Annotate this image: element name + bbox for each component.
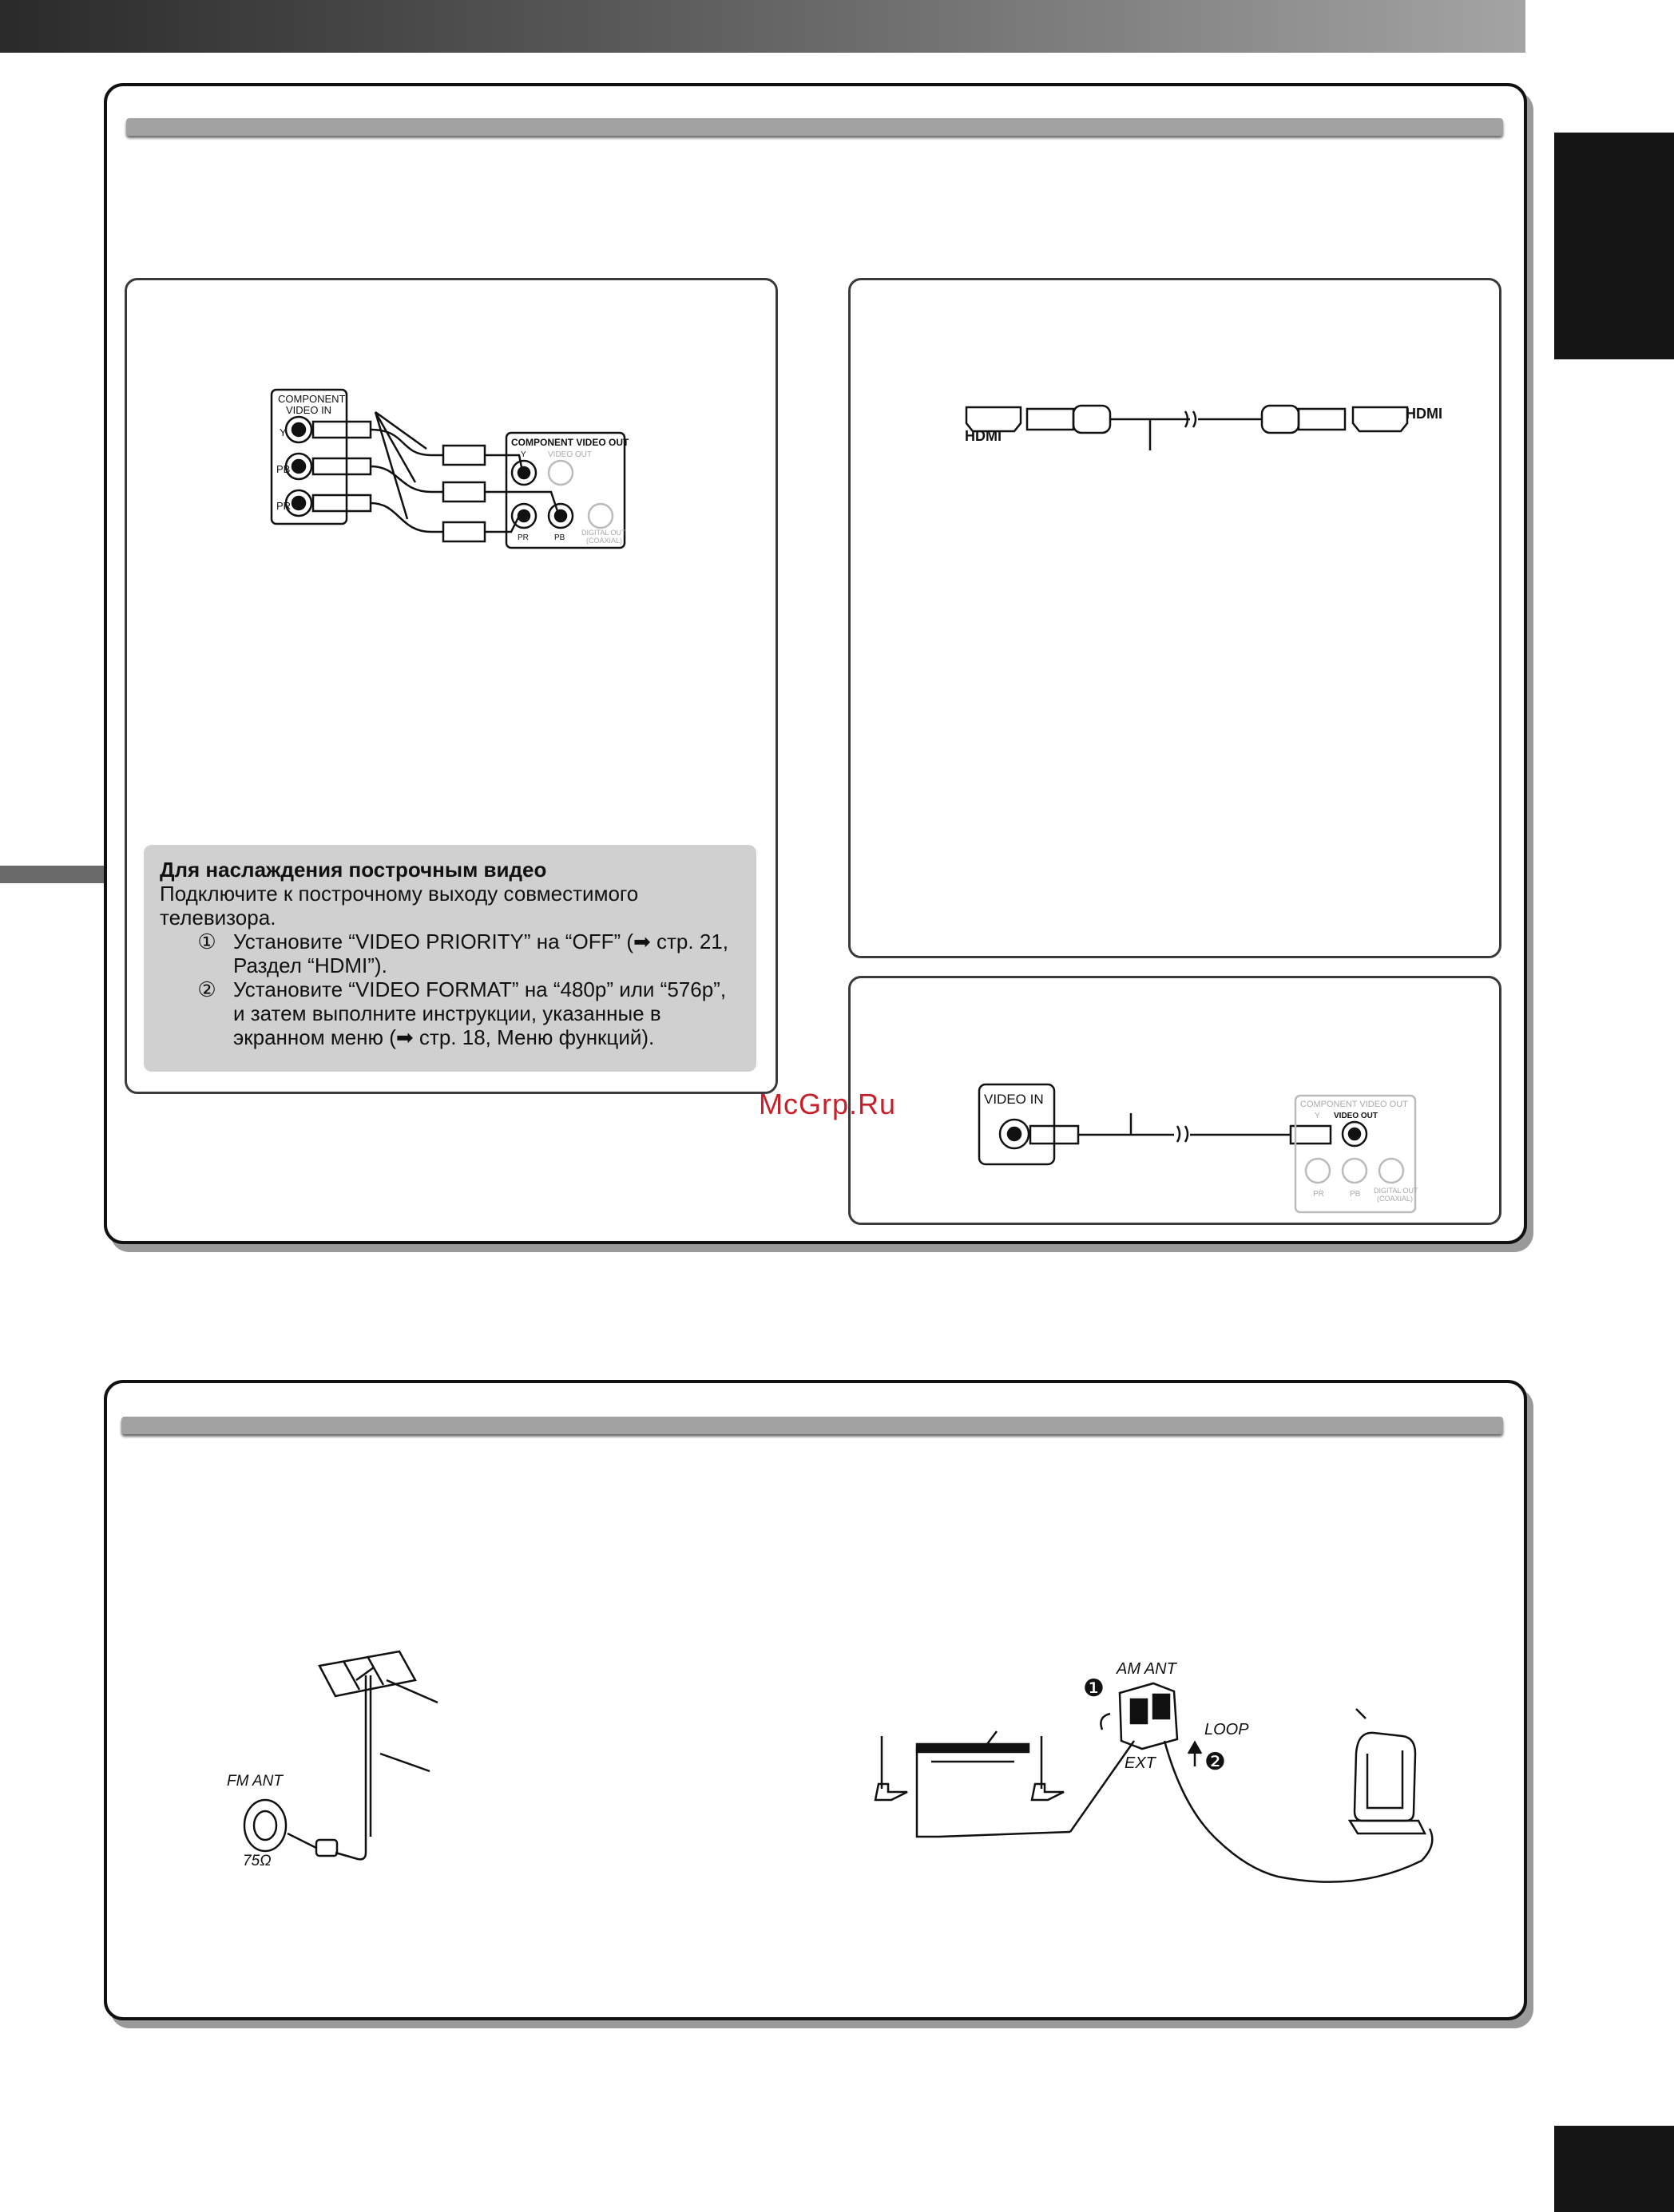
unit-video-out-jack xyxy=(549,461,573,485)
am-ext-wire xyxy=(917,1744,1029,1752)
fm-ant-terminal xyxy=(244,1800,286,1851)
video-plug-unit xyxy=(1291,1126,1331,1144)
unit-digital-label-2: (COAXIAL) xyxy=(586,537,623,545)
step-2-number: ② xyxy=(197,977,216,1001)
unit-y-label-faded: Y xyxy=(1315,1112,1320,1120)
fm-ant-label: FM ANT xyxy=(227,1773,284,1790)
am-loop-stand xyxy=(1350,1821,1425,1833)
tv-pb-label: PB xyxy=(276,463,291,475)
am-loop-callout xyxy=(1356,1709,1366,1718)
fm-impedance-label: 75Ω xyxy=(243,1853,272,1869)
plug-pb-unit xyxy=(443,482,485,501)
tv-pr-label: PR xyxy=(276,500,292,512)
step-1-text: Установите “VIDEO PRIORITY” на “OFF” (➡ стр. 21, Раздел “HDMI”). xyxy=(233,930,728,977)
hdmi-diagram xyxy=(966,406,1407,450)
unit-digital-label-1-faded: DIGITAL OUT xyxy=(1374,1187,1418,1195)
am-loop-label: LOOP xyxy=(1204,1721,1249,1738)
am-ext-label: EXT xyxy=(1125,1754,1156,1772)
hdmi-plug-body-left xyxy=(1073,406,1110,433)
fm-antenna-diagram xyxy=(244,1651,438,1859)
step-1-number: ① xyxy=(197,930,216,953)
am-antenna-diagram xyxy=(875,1683,1432,1882)
am-ant-label: AM ANT xyxy=(1117,1660,1176,1678)
plug-pb-tv xyxy=(313,458,371,474)
step-1-arrow xyxy=(1101,1714,1110,1730)
fm-cable-plug xyxy=(316,1840,337,1856)
hdmi-plug-body-right xyxy=(1262,406,1299,433)
tv-y-label: Y xyxy=(280,426,287,438)
am-ext-stand-right xyxy=(1032,1784,1064,1800)
cable-pb xyxy=(371,466,443,492)
watermark: McGrp.Ru xyxy=(759,1088,897,1120)
step-2-text: Установите “VIDEO FORMAT” на “480p” или “576p”, и затем выполните инструкции, указанные в экранном меню (➡ стр. 18, Меню функций). xyxy=(233,977,727,1049)
hdmi-plug-left xyxy=(1027,409,1073,430)
unit-pr-label: PR xyxy=(518,533,529,542)
plug-pr-unit xyxy=(443,522,485,541)
unit-pb-label-faded: PB xyxy=(1350,1190,1361,1199)
unit-digital-label-2-faded: (COAXIAL) xyxy=(1377,1195,1414,1203)
tv-component-label-2: VIDEO IN xyxy=(286,404,332,416)
am-ext-stand-left xyxy=(875,1784,907,1800)
unit-video-out-label-bold: VIDEO OUT xyxy=(1334,1112,1378,1120)
unit-digital-label-1: DIGITAL OUT xyxy=(581,529,626,537)
unit-header-label-faded: COMPONENT VIDEO OUT xyxy=(1300,1100,1408,1109)
plug-y-unit xyxy=(443,446,485,465)
hdmi-logo-right: HDMI xyxy=(1406,406,1442,422)
plug-pr-tv xyxy=(313,495,371,511)
fm-antenna-callout xyxy=(387,1680,438,1703)
unit-video-out-label: VIDEO OUT xyxy=(548,450,593,459)
note-intro: Подключите к построчному выходу совместимого телевизора. xyxy=(160,882,639,930)
note-heading: Для наслаждения построчным видео xyxy=(160,858,547,882)
am-step-2-marker: ❷ xyxy=(1204,1749,1226,1775)
hdmi-port-right xyxy=(1353,407,1407,431)
hdmi-logo-left: HDMI xyxy=(965,428,1002,444)
hdmi-plug-right xyxy=(1299,409,1345,430)
tv-component-label-1: COMPONENT xyxy=(278,393,346,405)
tv-video-in-label: VIDEO IN xyxy=(984,1092,1044,1107)
unit-header-label: COMPONENT VIDEO OUT xyxy=(511,437,629,448)
unit-digital-out-jack xyxy=(589,504,613,528)
fm-cable-callout xyxy=(380,1754,430,1771)
plug-y-tv xyxy=(313,422,371,438)
unit-pr-label-faded: PR xyxy=(1313,1190,1324,1199)
am-step-1-marker: ❶ xyxy=(1083,1675,1105,1702)
unit-pb-label: PB xyxy=(554,533,565,542)
unit-y-label: Y xyxy=(521,450,526,459)
